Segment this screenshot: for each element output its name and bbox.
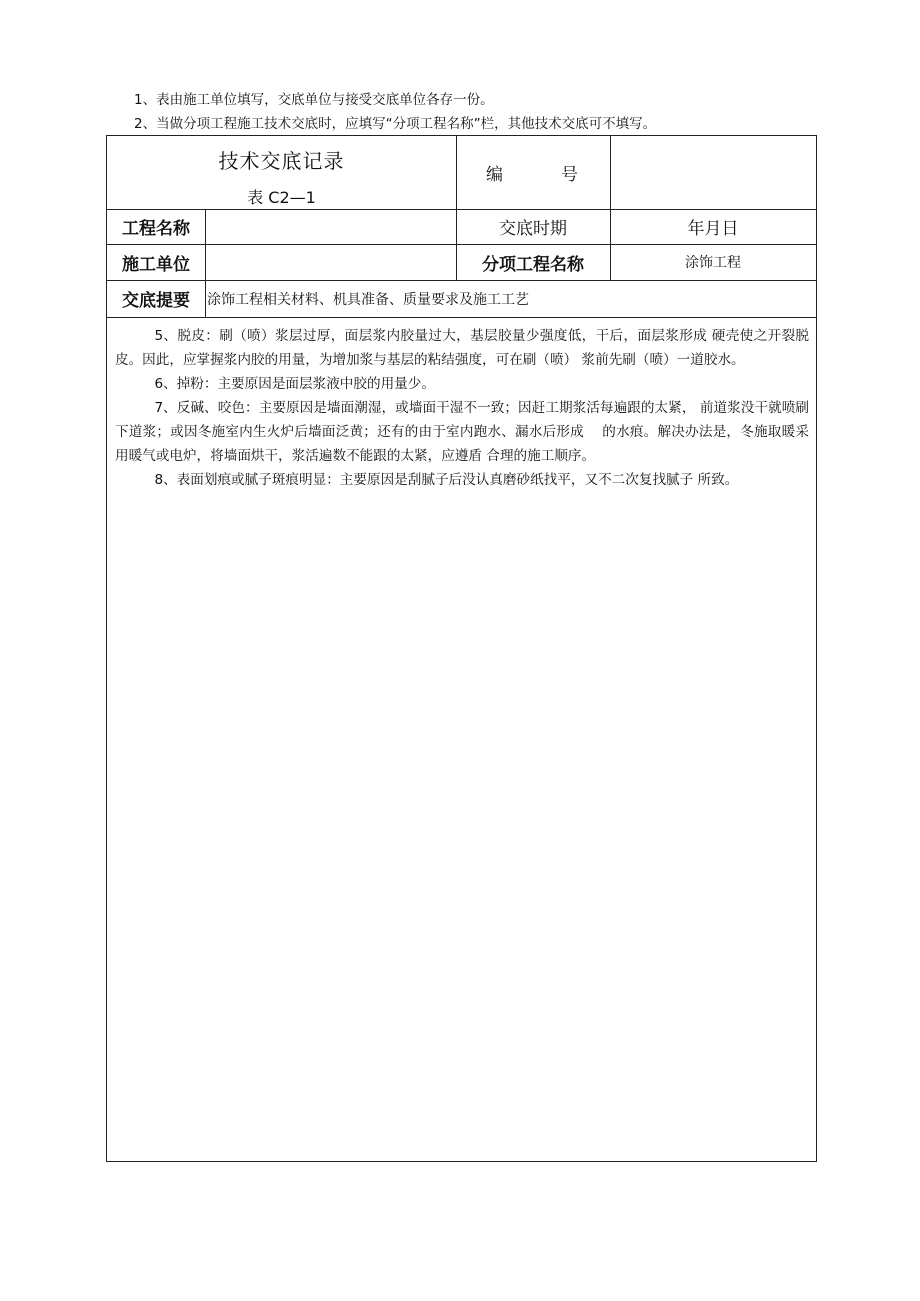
- row-divider: [107, 317, 816, 318]
- contractor-field[interactable]: [205, 244, 456, 280]
- summary-label: 交底提要: [122, 291, 190, 311]
- instruction-note-2: 2、当做分项工程施工技术交底时，应填写“分项工程名称”栏，其他技术交底可不填写。: [134, 116, 657, 132]
- number-field[interactable]: [610, 136, 816, 209]
- disclosure-content: [115, 324, 809, 492]
- content-paragraph-8: 8、表面划痕或腻子斑痕明显：主要原因是刮腻子后没认真磨砂纸找平，又不二次复找腻子 所致。: [154, 472, 739, 488]
- summary-field[interactable]: [205, 280, 816, 317]
- number-label-char-2: 号: [561, 165, 578, 185]
- date-label: 交底时期: [499, 219, 567, 239]
- content-paragraph-5: 5、脱皮：刷（喷）浆层过厚，面层浆内胶量过大，基层胶量少强度低，干后，面层浆形成 硬壳使之开裂脱皮。因此，应掌握浆内胶的用量，为增加浆与基层的粘结强度，可在刷（喷） 浆前先刷（喷）一道胶水。: [115, 328, 809, 368]
- content-paragraph-7: 7、反碱、咬色：主要原因是墙面潮湿，或墙面干湿不一致；因赶工期浆活每遍跟的太紧， 前道浆没干就喷刷下道浆；或因冬施室内生火炉后墙面泛黄；还有的由于室内跑水、漏水后形成 的水痕。解决办法是，冬施取暖采用暖气或电炉，将墙面烘干，浆活遍数不能跟的太紧，应遵盾 合理的施工顺序。: [115, 400, 809, 464]
- date-value: 年月日: [687, 219, 739, 239]
- number-label: [456, 136, 610, 209]
- form-title: 技术交底记录: [218, 148, 345, 173]
- instruction-note-1: 1、表由施工单位填写，交底单位与接受交底单位各存一份。: [134, 92, 494, 108]
- date-field[interactable]: [610, 209, 816, 244]
- form-code: 表 C2—1: [247, 187, 316, 207]
- contractor-label: 施工单位: [122, 254, 190, 275]
- technical-disclosure-form: [106, 135, 817, 1162]
- content-paragraph-6: 6、掉粉：主要原因是面层浆液中胶的用量少。: [154, 376, 435, 392]
- project-name-label: 工程名称: [122, 219, 190, 239]
- subitem-field[interactable]: [610, 244, 816, 280]
- subitem-label: 分项工程名称: [482, 254, 584, 275]
- project-name-field[interactable]: [205, 209, 456, 244]
- number-label-char-1: 编: [486, 165, 503, 185]
- summary-value: 涂饰工程相关材料、机具准备、质量要求及施工工艺: [207, 291, 529, 308]
- subitem-value: 涂饰工程: [685, 255, 741, 271]
